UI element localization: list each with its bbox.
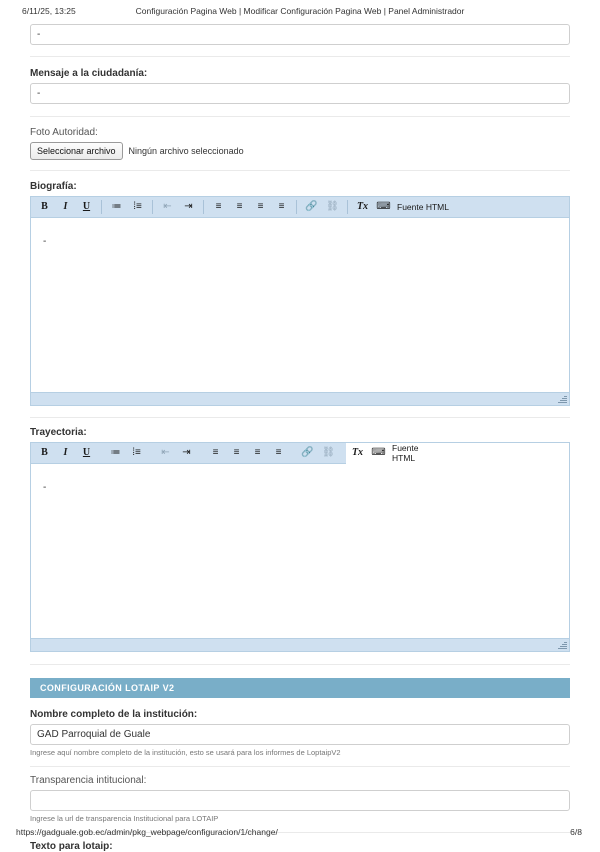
print-footer-url: https://gadguale.gob.ec/admin/pkg_webpage/configuracion/1/change/ [16,827,278,837]
html-source-icon[interactable]: ⌨ [371,447,386,458]
biografia-editor-body[interactable] [31,218,569,392]
align-center-icon[interactable]: ≡ [233,447,240,458]
html-source-label[interactable]: Fuente HTML [392,443,419,463]
toolbar-separator [152,200,153,214]
divider-2 [30,116,570,117]
mensaje-ciudadania-label: Mensaje a la ciudadanía: [30,68,148,79]
unlink-icon[interactable]: ⛓ [326,201,339,212]
file-input-group[interactable] [30,142,570,160]
underline-icon[interactable]: U [82,201,91,212]
resize-handle-icon[interactable] [557,394,567,404]
biografia-row [0,181,600,406]
print-header-title: Configuración Pagina Web | Modificar Configuración Pagina Web | Panel Administrador [135,6,465,16]
texto-lotaip-label: Texto para lotaip: [30,840,113,852]
biografia-editor[interactable] [30,196,570,406]
divider-1 [30,56,570,57]
resize-handle-icon[interactable] [557,640,567,650]
html-source-label[interactable]: Fuente HTML [397,202,449,212]
transparencia-row [0,775,600,824]
nombre-institucion-input[interactable] [30,724,570,745]
ordered-list-icon[interactable]: ≔ [110,447,121,458]
transparencia-input[interactable] [30,790,570,811]
unordered-list-icon[interactable]: ⁞≡ [133,201,142,212]
lotaip-section-banner: CONFIGURACIÓN LOTAIP V2 [30,678,570,698]
remove-format-icon[interactable]: Tx [351,447,364,458]
align-justify-icon[interactable]: ≡ [275,447,282,458]
top-field-row [0,24,600,45]
unlink-icon[interactable]: ⛓ [322,447,335,458]
trayectoria-editor-text: - [43,482,47,493]
divider-5 [30,664,570,665]
mensaje-ciudadania-input[interactable] [30,83,570,104]
bold-icon[interactable]: B [41,201,48,212]
toolbar-separator [347,200,348,214]
biografia-editor-toolbar[interactable] [31,197,569,218]
align-left-icon[interactable]: ≡ [215,201,222,212]
indent-icon[interactable]: ⇥ [182,447,191,458]
print-footer [0,827,600,841]
trayectoria-label: Trayectoria: [30,427,87,438]
align-right-icon[interactable]: ≡ [254,447,261,458]
divider-6 [30,766,570,767]
outdent-icon[interactable]: ⇤ [163,201,172,212]
indent-icon[interactable]: ⇥ [184,201,193,212]
remove-format-icon[interactable]: Tx [356,201,369,212]
toolbar-separator [101,200,102,214]
biografia-label: Biografía: [30,181,77,192]
trayectoria-editor-body[interactable] [31,464,569,638]
transparencia-help: Ingrese la url de transparencia Institucional para LOTAIP [30,813,219,823]
toolbar-separator [296,200,297,214]
trayectoria-editor[interactable] [30,442,570,652]
link-icon[interactable]: 🔗 [305,201,318,212]
select-file-button[interactable]: Seleccionar archivo [30,142,123,160]
align-justify-icon[interactable]: ≡ [278,201,285,212]
align-right-icon[interactable]: ≡ [257,201,264,212]
selected-file-name: Ningún archivo seleccionado [128,146,244,156]
biografia-editor-text: - [43,236,47,247]
trayectoria-editor-toolbar[interactable] [31,443,419,464]
nombre-institucion-label: Nombre completo de la institución: [30,709,198,720]
toolbar-separator [203,200,204,214]
nombre-institucion-help: Ingrese aquí nombre completo de la institución, esto se usará para los informes de LoptaipV2 [30,748,341,757]
link-icon[interactable]: 🔗 [301,447,314,458]
transparencia-label: Transparencia intitucional: [30,774,147,786]
print-header [0,6,600,20]
ordered-list-icon[interactable]: ≔ [111,201,122,212]
align-left-icon[interactable]: ≡ [212,447,219,458]
foto-autoridad-row [0,127,600,160]
divider-3 [30,170,570,171]
italic-icon[interactable]: I [63,447,68,458]
nombre-institucion-row [0,709,600,758]
print-header-date: 6/11/25, 13:25 [22,6,76,16]
bold-icon[interactable]: B [41,447,48,458]
unordered-list-icon[interactable]: ⁞≡ [132,447,141,458]
underline-icon[interactable]: U [82,447,91,458]
top-text-input[interactable] [30,24,570,45]
mensaje-ciudadania-row [0,68,600,104]
trayectoria-editor-footer [31,638,569,651]
trayectoria-row [0,427,600,652]
foto-autoridad-label: Foto Autoridad: [30,127,98,138]
italic-icon[interactable]: I [63,201,68,212]
print-footer-page: 6/8 [570,827,582,837]
texto-lotaip-row [0,841,600,852]
divider-4 [30,417,570,418]
outdent-icon[interactable]: ⇤ [161,447,170,458]
html-source-icon[interactable]: ⌨ [376,201,391,212]
biografia-editor-footer [31,392,569,405]
align-center-icon[interactable]: ≡ [236,201,243,212]
